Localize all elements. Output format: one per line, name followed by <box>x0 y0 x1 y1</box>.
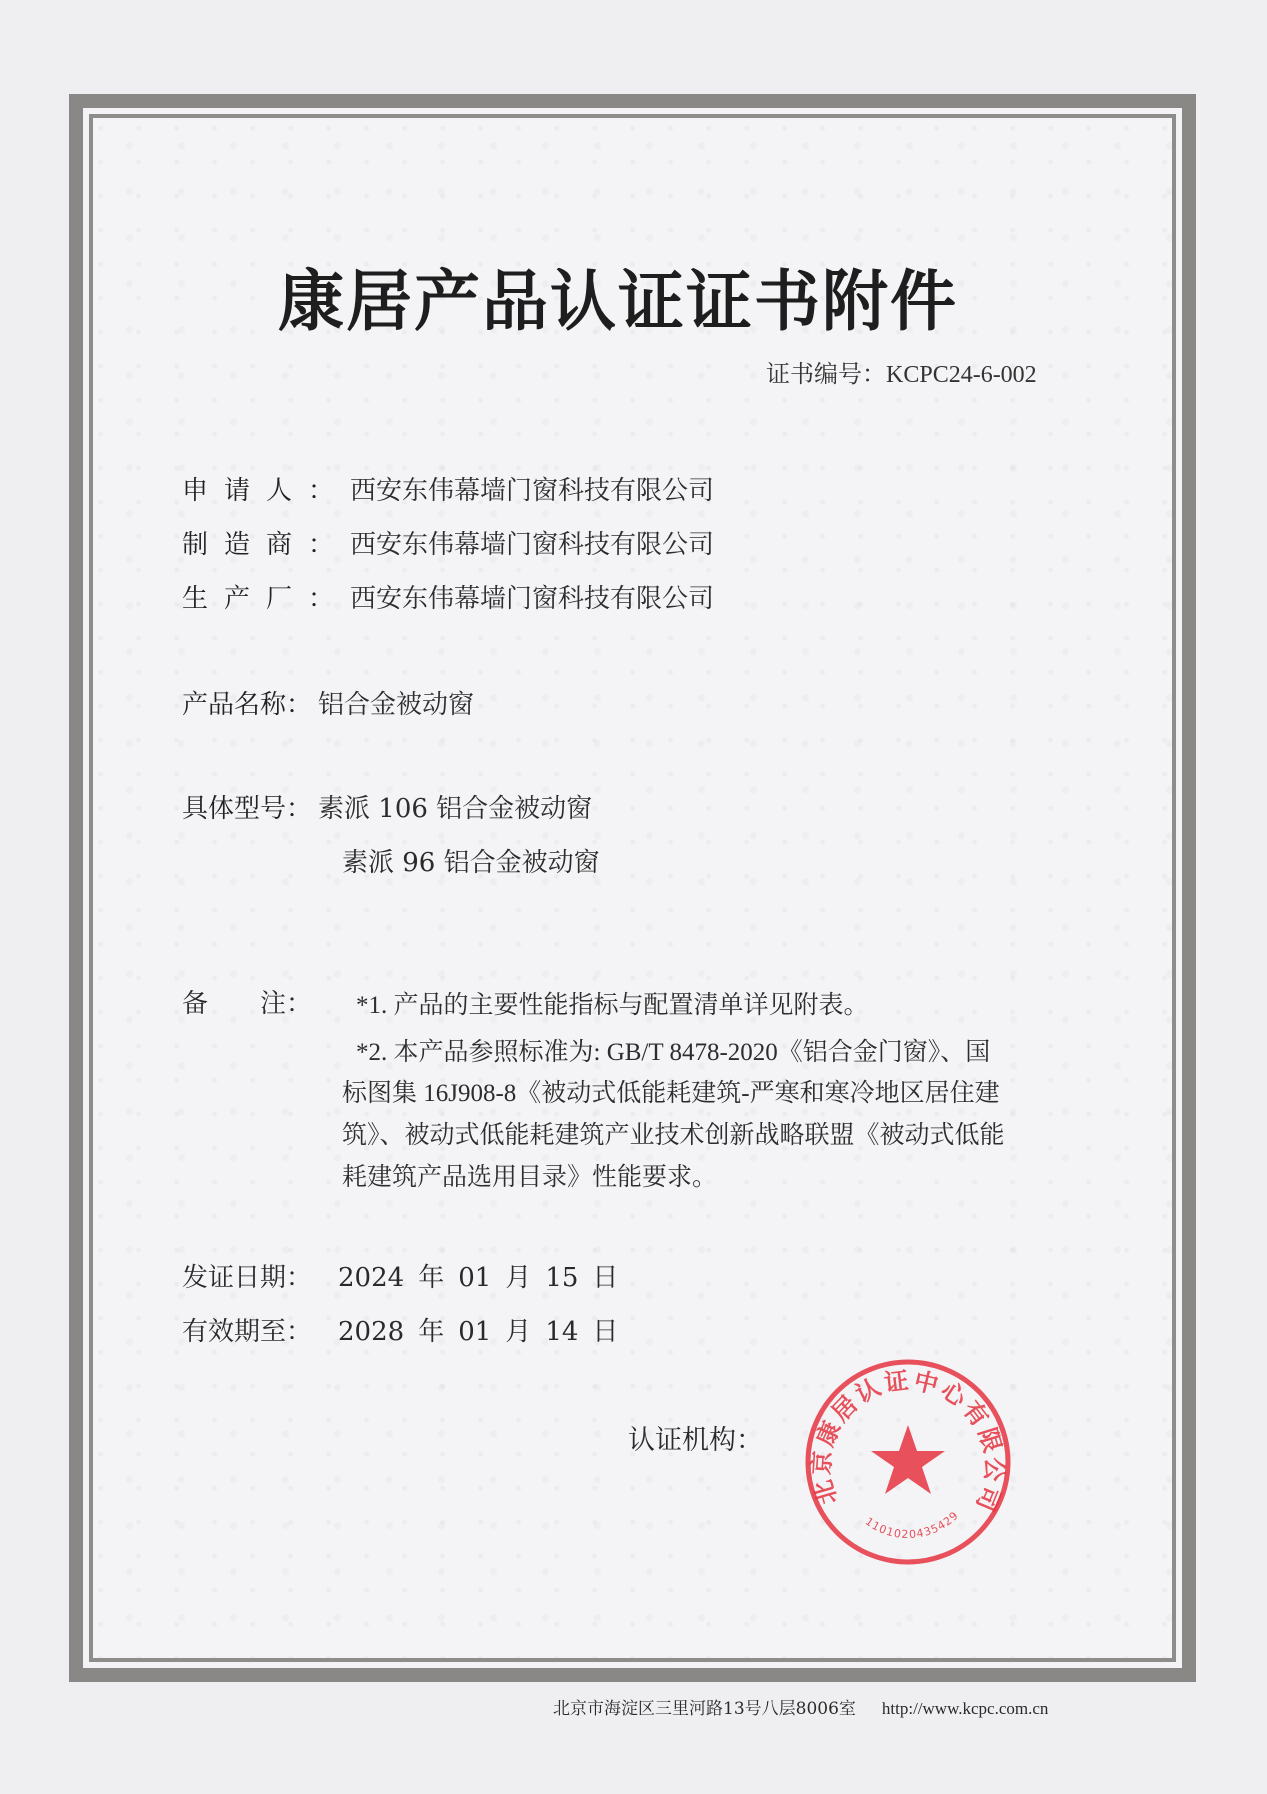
official-seal-icon <box>803 1357 1013 1567</box>
model-item-1: 素派 106 铝合金被动窗 <box>318 794 593 824</box>
valid-until-label: 有效期至： <box>182 1317 313 1347</box>
remark-line-3: 标图集 16J908-8《被动式低能耗建筑-严寒和寒冷地区居住建 <box>342 1080 1000 1107</box>
issue-month-unit: 月 <box>505 1263 532 1293</box>
applicant-value: 西安东伟幕墙门窗科技有限公司 <box>350 476 715 506</box>
factory-row <box>182 578 714 615</box>
remark-line-2: *2. 本产品参照标准为: GB/T 8478-2020《铝合金门窗》、国 <box>356 1039 991 1066</box>
model-label: 具体型号： <box>182 794 313 824</box>
document-title: 康居产品认证证书附件 <box>278 263 958 340</box>
model-item-2: 素派 96 铝合金被动窗 <box>342 848 600 878</box>
remark-line-4: 筑》、被动式低能耗建筑产业技术创新战略联盟《被动式低能 <box>342 1122 1005 1149</box>
valid-month-unit: 月 <box>505 1317 532 1347</box>
applicant-label: 申请人： <box>182 476 351 506</box>
factory-value: 西安东伟幕墙门窗科技有限公司 <box>350 584 715 614</box>
valid-month: 01 <box>458 1317 492 1347</box>
footer-url[interactable]: http://www.kcpc.com.cn <box>881 1699 1049 1718</box>
certificate-number-label: 证书编号： <box>766 360 886 388</box>
manufacturer-row <box>182 524 714 561</box>
footer-address: 北京市海淀区三里河路13号八层8006室 <box>553 1699 856 1719</box>
valid-day: 14 <box>545 1317 579 1347</box>
issue-day: 15 <box>545 1263 579 1293</box>
svg-text:北京康居认证中心有限公司: 北京康居认证中心有限公司 <box>807 1366 1009 1518</box>
remark-line-1: *1. 产品的主要性能指标与配置清单详见附表。 <box>356 992 869 1019</box>
certifier-label: 认证机构： <box>628 1425 763 1456</box>
factory-label: 生产厂： <box>182 584 351 614</box>
remarks-label: 备 注： <box>182 989 313 1019</box>
manufacturer-label: 制造商： <box>182 530 351 560</box>
applicant-row <box>182 470 714 507</box>
certificate-number-value: KCPC24-6-002 <box>886 362 1037 388</box>
certificate-number <box>766 354 1037 389</box>
footer <box>553 1694 1048 1719</box>
valid-day-unit: 日 <box>592 1317 619 1347</box>
issue-month: 01 <box>458 1263 492 1293</box>
valid-year: 2028 <box>338 1317 405 1347</box>
svg-text:1101020435429: 1101020435429 <box>862 1508 962 1542</box>
valid-until-row <box>182 1311 632 1348</box>
product-name-value: 铝合金被动窗 <box>318 690 475 720</box>
product-name-row <box>182 684 474 721</box>
issue-date-label: 发证日期： <box>182 1263 313 1293</box>
issue-day-unit: 日 <box>592 1263 619 1293</box>
issue-year-unit: 年 <box>418 1263 445 1293</box>
valid-year-unit: 年 <box>418 1317 445 1347</box>
issue-date-row <box>182 1257 632 1294</box>
remark-line-5: 耗建筑产品选用目录》性能要求。 <box>342 1164 718 1191</box>
product-name-label: 产品名称： <box>182 690 313 720</box>
model-row <box>182 788 592 825</box>
issue-year: 2024 <box>338 1263 405 1293</box>
manufacturer-value: 西安东伟幕墙门窗科技有限公司 <box>350 530 715 560</box>
